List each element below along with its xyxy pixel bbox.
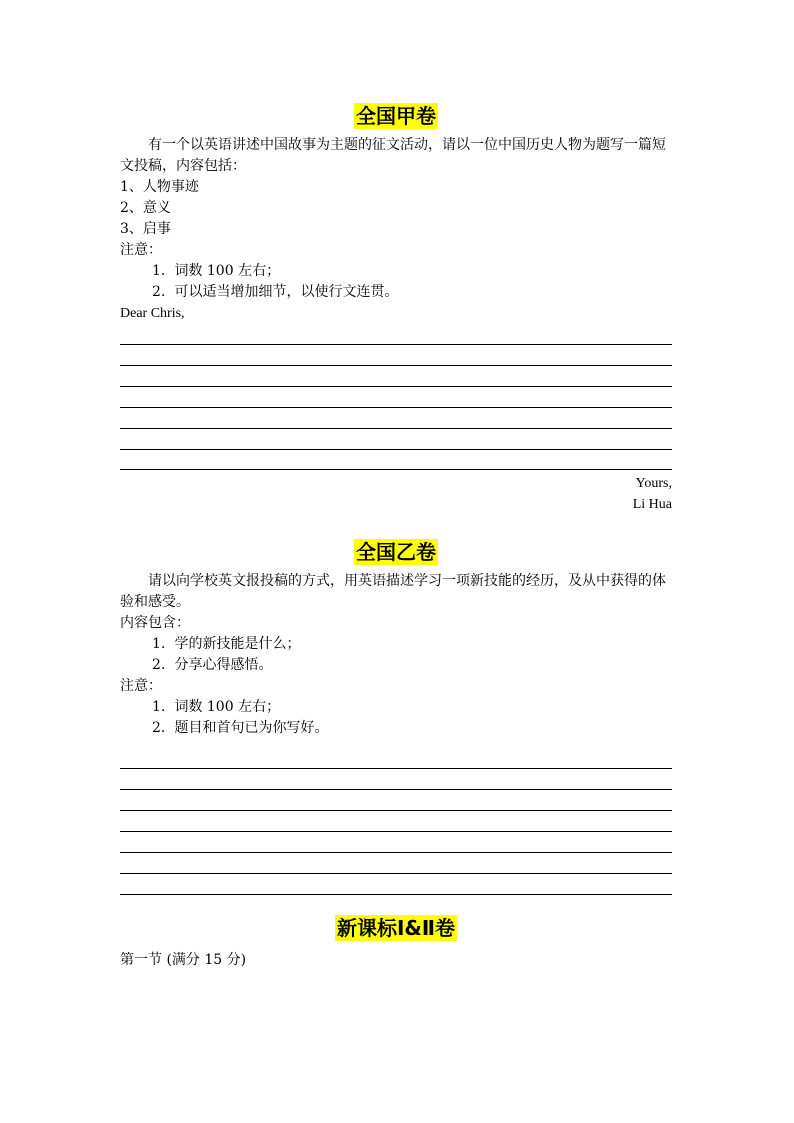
note-item: 1. 词数 100 左右； [152, 699, 281, 715]
salutation: Dear Chris, [120, 306, 185, 321]
content-point: 1、人物事迹 [120, 179, 199, 195]
content-item: 1. 学的新技能是什么； [152, 636, 301, 652]
prompt-intro: 请以向学校英文报投稿的方式，用英语描述学习一项新技能的经历，及从中获得的体验和感受。 [120, 573, 666, 610]
writing-line[interactable] [120, 853, 672, 874]
content-point: 3、启事 [120, 221, 171, 237]
section-title: 全国乙卷 [356, 540, 436, 564]
writing-line[interactable] [120, 387, 672, 408]
note-item: 2. 题目和首句已为你写好。 [152, 720, 329, 736]
writing-line[interactable] [120, 790, 672, 811]
writing-line[interactable] [120, 874, 672, 895]
section-title: 全国甲卷 [356, 104, 436, 128]
writing-line[interactable] [120, 408, 672, 429]
writing-line[interactable] [120, 811, 672, 832]
writing-line[interactable] [120, 324, 672, 345]
writing-lines[interactable] [120, 739, 672, 895]
note-item: 2. 可以适当增加细节，以使行文连贯。 [152, 284, 399, 300]
content-label: 内容包含： [120, 615, 190, 631]
writing-line[interactable] [120, 739, 672, 769]
content-item: 2. 分享心得感悟。 [152, 657, 273, 673]
writing-line[interactable] [120, 769, 672, 790]
writing-line[interactable] [120, 429, 672, 450]
section-national-b [120, 539, 672, 895]
section-new-curriculum [120, 915, 672, 971]
writing-lines[interactable] [120, 324, 672, 470]
writing-line[interactable] [120, 450, 672, 470]
content-point: 2、意义 [120, 200, 171, 216]
section-national-a [120, 103, 672, 515]
note-item: 1. 词数 100 左右； [152, 263, 281, 279]
writing-line[interactable] [120, 832, 672, 853]
part-label: 第一节 (满分 15 分) [120, 952, 247, 968]
signature: Li Hua [632, 497, 672, 512]
writing-line[interactable] [120, 345, 672, 366]
closing: Yours, [635, 476, 672, 491]
note-label: 注意： [120, 242, 162, 258]
section-title: 新课标Ⅰ&Ⅱ卷 [336, 916, 456, 940]
writing-line[interactable] [120, 366, 672, 387]
prompt-intro: 有一个以英语讲述中国故事为主题的征文活动，请以一位中国历史人物为题写一篇短文投稿，内容包括： [120, 137, 666, 174]
note-label: 注意： [120, 678, 162, 694]
